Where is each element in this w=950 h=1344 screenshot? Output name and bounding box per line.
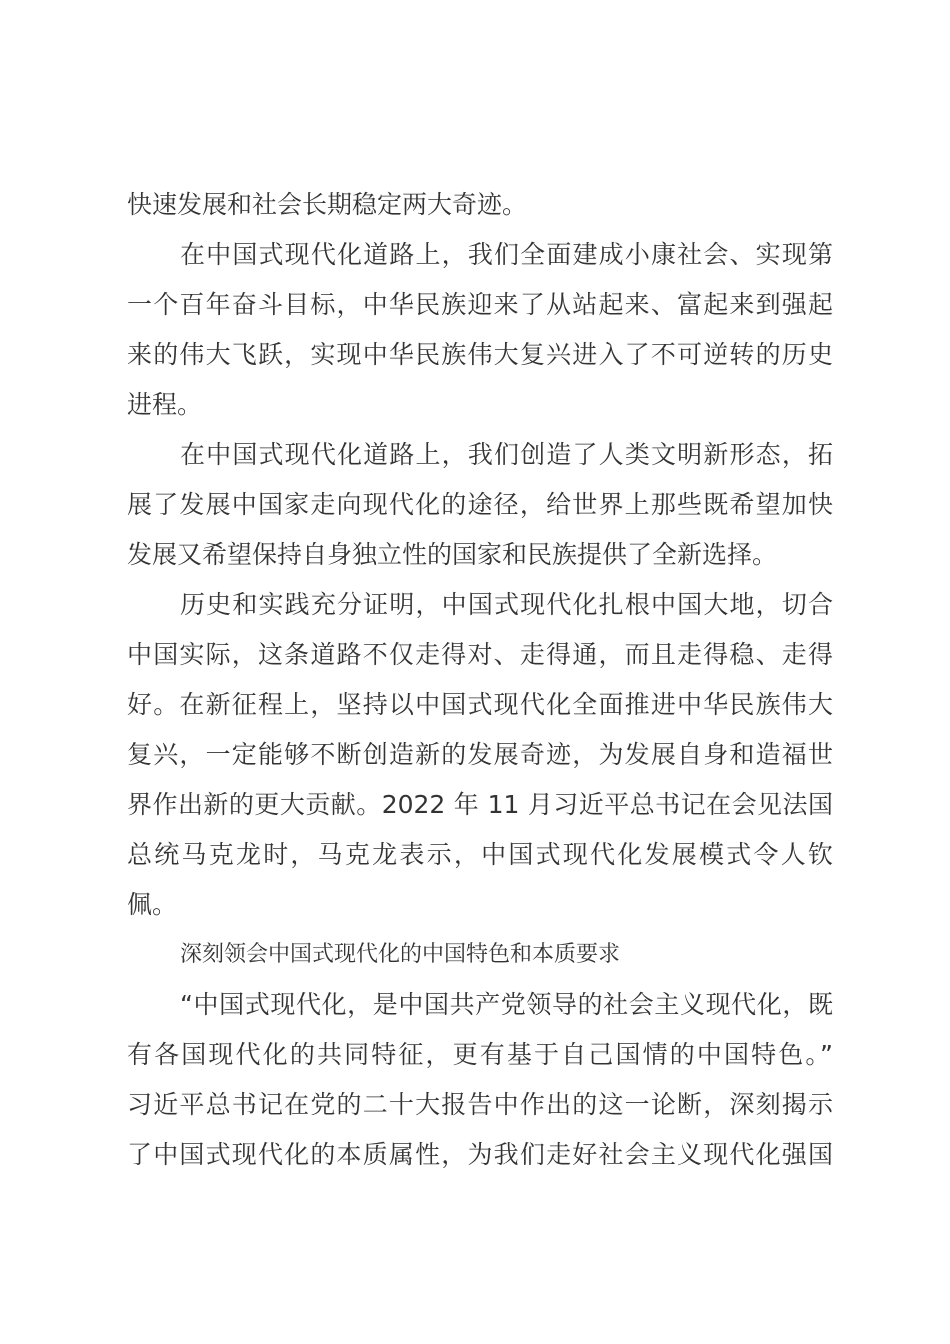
- paragraph-line: 进程。: [127, 390, 203, 419]
- paragraph-line: 在中国式现代化道路上，我们全面建成小康社会、实现第: [180, 240, 833, 269]
- paragraph-line: 历史和实践充分证明，中国式现代化扎根中国大地，切合: [180, 590, 833, 619]
- paragraph-line: 好。在新征程上，坚持以中国式现代化全面推进中华民族伟大: [127, 690, 833, 719]
- paragraph-line: 界作出新的更大贡献。2022 年 11 月习近平总书记在会见法国: [127, 790, 833, 819]
- paragraph-line: 佩。: [127, 890, 178, 919]
- paragraph-line: 展了发展中国家走向现代化的途径，给世界上那些既希望加快: [127, 490, 833, 519]
- paragraph-line: 总统马克龙时，马克龙表示，中国式现代化发展模式令人钦: [127, 840, 833, 869]
- paragraph-line: 中国实际，这条道路不仅走得对、走得通，而且走得稳、走得: [127, 640, 833, 669]
- paragraph-line: 快速发展和社会长期稳定两大奇迹。: [127, 190, 528, 219]
- paragraph-line: 复兴，一定能够不断创造新的发展奇迹，为发展自身和造福世: [127, 740, 833, 769]
- paragraph-line: 发展又希望保持自身独立性的国家和民族提供了全新选择。: [127, 540, 778, 569]
- paragraph-line: 在中国式现代化道路上，我们创造了人类文明新形态，拓: [180, 440, 833, 469]
- section-heading: 深刻领会中国式现代化的中国特色和本质要求: [180, 942, 621, 967]
- paragraph-line: “中国式现代化，是中国共产党领导的社会主义现代化，既: [180, 990, 833, 1019]
- paragraph-line: 习近平总书记在党的二十大报告中作出的这一论断，深刻揭示: [127, 1090, 833, 1119]
- document-page: [127, 180, 833, 1180]
- paragraph-line: 了中国式现代化的本质属性，为我们走好社会主义现代化强国: [127, 1140, 833, 1169]
- paragraph-line: 来的伟大飞跃，实现中华民族伟大复兴进入了不可逆转的历史: [127, 340, 833, 369]
- paragraph-line: 一个百年奋斗目标，中华民族迎来了从站起来、富起来到强起: [127, 290, 833, 319]
- paragraph-line: 有各国现代化的共同特征，更有基于自己国情的中国特色。”: [127, 1040, 833, 1069]
